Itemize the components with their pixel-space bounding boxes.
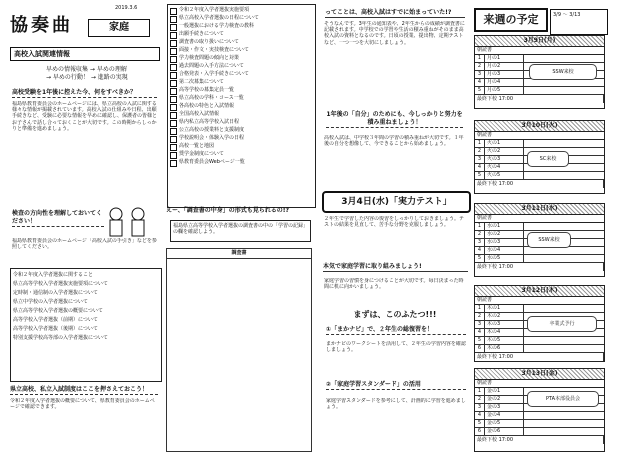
- report-card-form: [166, 248, 312, 452]
- checklist-item: 学力検査問題の傾向と対策: [170, 55, 313, 63]
- checklist-item: 令和２年度入学者選抜実施要項: [170, 7, 313, 15]
- day-card: 3月13日(金) 朝読書 1 金の1 2 金の2 3 金の3 4 金の4 5 金の5 6 金の6 最終下校 17:00 PTA本部役員会: [474, 368, 605, 452]
- day-card: 3月11日(水) 朝読書 1 水の1 2 水の2 3 水の3 4 水の4 5 水の5 最終下校 17:00 SSW来校: [474, 203, 605, 277]
- event-badge: PTA本部役員会: [527, 391, 599, 407]
- checklist-item: 奨学金制度について: [170, 151, 313, 159]
- day-card: 3月12日(木) 朝読書 1 木の1 2 木の2 3 木の3 4 木の4 5 木の5 6 木の6 最終下校 17:00 卒業式予行: [474, 285, 605, 362]
- schedule-date-range: 3/9 ～ 3/13: [550, 9, 608, 35]
- event-badge: 卒業式予行: [527, 316, 597, 332]
- checklist-item: 県立高校の学科・コース一覧: [170, 95, 313, 103]
- center-top-title: ってことは、高校入試はすでに始まっていた!?: [325, 9, 465, 18]
- first-title: まずは、このふたつ!!!: [353, 310, 437, 319]
- checklist-item: 一般選抜における学力検査の教科: [170, 23, 313, 31]
- center-mid-title: 1年後の「自分」のためにも、今しっかりと努力を積み重ねましょう！: [326, 111, 463, 126]
- issue-header: 2019.3.6: [115, 5, 138, 11]
- event-badge: SSW来校: [529, 64, 597, 80]
- section-title: 検査の方向性を理解しておいてください！: [12, 210, 103, 225]
- schedule-title: 来週の予定: [474, 8, 548, 32]
- checklist-item: 過去問題の入手方法について: [170, 63, 313, 71]
- newsletter-title: 協奏曲: [10, 15, 73, 36]
- checklist-item: 出願手続きについて: [170, 31, 313, 39]
- checklist-item: 県立高校入学者選抜の日程について: [170, 15, 313, 23]
- left-paragraph: 福島県教育委員会のホームページには、県立高校の入試に関する様々な情報が掲載されています。高校入試の仕組みや日程、出願手続きなど、受験に必要な情報を早めに確認し、保護者の皆様とお子さんで話し合っておくことが大切です。この時期からしっかりと準備を進めましょう。: [12, 101, 157, 132]
- home-study-text: 家庭学習の習慣を身につけることが大切です。毎日決まった時間に机に向かいましょう。: [324, 278, 464, 291]
- info-heading: 高校入試関連情報: [10, 47, 160, 61]
- event-badge: SC来校: [527, 151, 569, 167]
- home-study-title: 本気で家庭学習に取り組みましょう!: [323, 263, 468, 272]
- checklist-item: 学校説明会・体験入学の日程: [170, 135, 313, 143]
- bullet-list: 早めの情報収集 → 早めの理解 → 早めの行動！ → 進路の実現: [46, 66, 128, 81]
- center-mid-text: 高校入試は、中学校３年間の学習の積み重ねが大切です。１年後の自分を想像して、今できることから始めましょう。: [324, 135, 464, 148]
- checklist: [167, 4, 316, 208]
- day-card: 3月10日(火) 朝読書 1 火の1 2 火の2 3 火の3 4 火の4 5 火の5 最終下校 17:00 SC来校: [474, 120, 605, 194]
- test-text: ２年生で学習した内容の復習をしっかりしておきましょう。テストの結果を見直して、苦手な分野を克服しましょう。: [324, 216, 465, 229]
- newsletter-subtitle-box: 家庭: [88, 19, 150, 37]
- checklist-item: 高校一覧と地図: [170, 143, 313, 151]
- form-caption-sub: 福島県立高等学校入学者選抜の調査書の中の「学習の記録」の欄を確認しよう。: [170, 220, 311, 242]
- day-card: 3月9日(月) 朝読書 1 月の1 2 月の2 3 月の3 4 月の4 5 月の5 最終下校 17:00 SSW来校: [474, 35, 605, 109]
- form-grid: [168, 259, 310, 450]
- form-caption: えー、「調査書の中身」の形式も見られるの!?: [166, 207, 289, 214]
- checklist-item: 面接・作文・実技検査について: [170, 47, 313, 55]
- checklist-item: 高等学校の募集定員一覧: [170, 87, 313, 95]
- center-top-text: そうなんです。3年生の通知表や、2年生からの成績が調査書に記載されます。中学校での学習や生活の積み重ねがそのまま高校入試の資料となるのです。日頃の授業、提出物、定期テストなど、一つ一つを大切にしましょう。: [324, 21, 465, 46]
- students-illustration: [104, 205, 154, 240]
- point-two: ②「家庭学習スタンダード」の活用: [326, 381, 466, 390]
- test-banner: 3月4日(水)「実力テスト」: [322, 191, 471, 213]
- checklist-item: 全国高校入試情報: [170, 111, 313, 119]
- checklist-item: 県内私立高等学校入試日程: [170, 119, 313, 127]
- form-title: 調査書: [167, 249, 311, 259]
- info-list: 令和２年度入学者選抜に関すること 県立高等学校入学者選抜実施要項について 定時制・通信制の入学者選抜について 県立中学校の入学者選抜について 県立高等学校入学者選抜の概要について 高等学校入学者選抜（前期）について 高等学校入学者選抜（後期）について 特別支援学校高等部の入学者選抜について: [10, 268, 162, 382]
- point-two-text: 家庭学習スタンダードを参考にして、計画的に学習を進めましょう。: [326, 398, 466, 411]
- checklist-item: 第二次募集について: [170, 79, 313, 87]
- left-heading: 高校受験を1年後に控えた今、何をすべきか？: [12, 89, 157, 98]
- bottom-text: 令和２年度入学者選抜の概要について、県教育委員会のホームページで確認できます。: [10, 398, 155, 411]
- checklist-item: 県教育委員会Webページ一覧: [170, 159, 313, 167]
- event-badge: SSW来校: [527, 232, 571, 248]
- checklist-item: 各高校の特色と入試情報: [170, 103, 313, 111]
- checklist-item: 公立高校の授業料と支援制度: [170, 127, 313, 135]
- checklist-item: 合格発表・入学手続きについて: [170, 71, 313, 79]
- point-one-text: まかナビのワークシートを活用して、２年生の学習内容を確認しましょう。: [326, 341, 466, 354]
- point-one: ①「まかナビ」で、２年生の総復習を！: [326, 326, 466, 335]
- section-text: 福島県教育委員会のホームページ「高校入試の手引き」などを参照してください。: [12, 238, 157, 251]
- checklist-item: 調査書の取り扱いについて: [170, 39, 313, 47]
- bottom-title: 県立高校、私立入試制度はここを押さえておこう！: [10, 386, 158, 395]
